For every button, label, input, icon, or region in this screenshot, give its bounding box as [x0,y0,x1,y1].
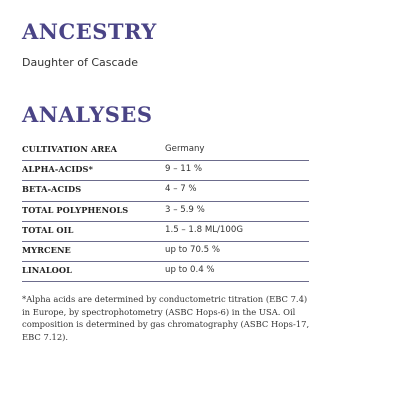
row-label: BETA-ACIDS [22,184,82,195]
analyses-heading: ANALYSES [22,102,153,127]
ancestry-heading: ANCESTRY [22,19,157,44]
table-row [22,222,309,242]
row-value: 9 – 11 % [165,164,203,175]
row-label: CULTIVATION AREA [22,144,118,154]
row-value: 4 – 7 % [165,184,197,195]
row-value: Germany [165,144,205,154]
analysis-footnote: *Alpha acids are determined by conductometric titration (EBC 7.4) in Europe, by spectrophotometry (ASBC Hops-6) in the USA. Oil composition is determined by gas chromatography (ASBC Hops-17, EBC 7.12). [22,294,310,342]
table-row [22,181,309,201]
row-label: TOTAL OIL [22,224,74,235]
row-value: 1.5 – 1.8 ML/100G [165,224,243,235]
row-label: ALPHA-ACIDS* [22,164,93,175]
row-label: MYRCENE [22,244,71,255]
row-value: up to 0.4 % [165,265,215,276]
row-value: up to 70.5 % [165,244,221,255]
row-label: LINALOOL [22,265,73,276]
table-row [22,242,309,262]
table-row [22,161,309,181]
table-row [22,202,309,222]
row-label: TOTAL POLYPHENOLS [22,204,129,215]
row-value: 3 – 5.9 % [165,204,205,215]
table-row [22,141,309,161]
table-row [22,262,309,282]
ancestry-text: Daughter of Cascade [22,56,139,69]
analyses-table [22,141,309,282]
